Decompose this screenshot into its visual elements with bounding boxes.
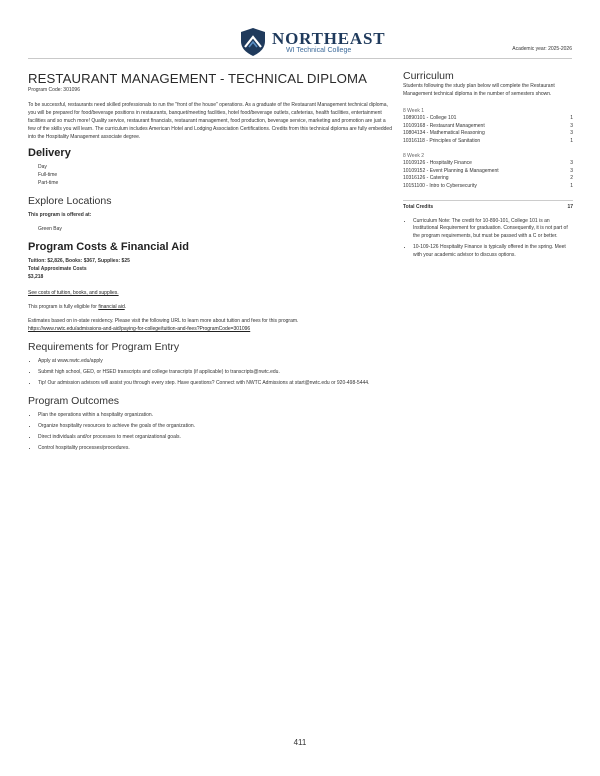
list-item: • Control hospitality processes/procedures. — [38, 444, 394, 452]
program-title: RESTAURANT MANAGEMENT - TECHNICAL DIPLOMA — [28, 71, 367, 86]
list-item: • Organize hospitality resources to achieve the goals of the organization. — [38, 422, 394, 430]
estimates-note: Estimates based on in-state residency. Please visit the following URL to learn more about tuition and fees for this program. — [28, 318, 299, 324]
list-item: • Direct individuals and/or processes to meet organizational goals. — [38, 433, 394, 441]
course-row: 10316118 - Principles of Sanitation 1 — [403, 137, 573, 144]
financial-aid-text: This program is fully eligible for financial aid. — [28, 304, 127, 310]
shield-logo-icon — [240, 28, 266, 56]
curriculum-intro: Students following the study plan below will complete the Restaurant Management technical diploma in the number of semesters shown. — [403, 83, 555, 97]
program-description: To be successful, restaurants need skilled professionals to run the "front of the house" operations. As a graduate of the Restaurant Management technical diploma, you will be prepared for food/beverage positions in restaurants, banquet/meeting facilities, hotel food/beverage outlets, cafeterias, health facilities, entertainment facilities and so much more! Quality service, restaurant financials, restaurant management, food production, beverage service, marketing and promotion are just a few of the skills you will learn. The curriculum includes American Hotel and Lodging Association Certifications. Credits from this technical diploma are fully embedded into the Hospitality Management associate degree. — [28, 102, 392, 140]
delivery-heading: Delivery — [28, 147, 71, 159]
tuition-url-link[interactable]: https://www.nwtc.edu/admissions-and-aid/paying-for-college/tuition-and-fees?ProgramCode=301096 — [28, 326, 251, 332]
curriculum-heading: Curriculum — [403, 70, 454, 82]
delivery-item: Day — [38, 164, 47, 170]
outcomes-list — [28, 411, 394, 452]
header-divider — [28, 58, 572, 59]
financial-aid-link[interactable]: financial aid — [98, 304, 125, 310]
list-item: • Apply at www.nwtc.edu/apply — [38, 357, 394, 365]
list-item: • 10-109-126 Hospitality Finance is typically offered in the spring. Meet with your academic advisor to discuss options. — [413, 244, 573, 259]
course-row: 10109126 - Hospitality Finance 3 — [403, 160, 573, 166]
list-item: • Submit high school, GED, or HSED transcripts and college transcripts (if applicable) to transcripts@nwtc.edu. — [38, 368, 394, 376]
location-item: Green Bay — [38, 226, 62, 232]
course-row: 10109152 - Event Planning & Management 3 — [403, 167, 573, 174]
course-row: 10151100 - Intro to Cybersecurity 1 — [403, 182, 573, 189]
main-column — [28, 66, 394, 455]
requirements-list — [28, 357, 394, 387]
program-code: Program Code: 301096 — [28, 87, 80, 93]
list-item: • Plan the operations within a hospitality organization. — [38, 411, 394, 419]
costs-heading: Program Costs & Financial Aid — [28, 241, 189, 253]
page-number: 411 — [293, 738, 307, 747]
course-row: 10109168 - Restaurant Management 3 — [403, 122, 573, 129]
outcomes-heading: Program Outcomes — [28, 395, 120, 407]
requirements-heading: Requirements for Program Entry — [28, 341, 180, 353]
academic-year: Academic year: 2025-2026 — [512, 46, 572, 52]
offered-at-label: This program is offered at: — [28, 212, 92, 218]
course-row: 10316126 - Catering 2 — [403, 175, 573, 181]
course-row: 10890101 - College 101 1 — [403, 115, 573, 121]
see-costs-link[interactable]: See costs of tuition, books, and supplies. — [28, 290, 119, 296]
total-costs-value: $3,218 — [28, 274, 44, 280]
list-item: • Tip! Our admission advisors will assist you through every step. Have questions? Connect with NWTC Admissions at start@nwtc.edu or 920-498-5444. — [38, 379, 394, 387]
delivery-list — [28, 163, 394, 187]
total-credits-row: Total Credits 17 — [403, 200, 573, 212]
locations-heading: Explore Locations — [28, 195, 112, 207]
logo-subtitle: WI Technical College — [286, 47, 352, 54]
delivery-item: Full-time — [38, 172, 58, 178]
tuition-breakdown: Tuition: $2,826, Books: $367, Supplies: $25 — [28, 258, 130, 264]
curriculum-column — [403, 66, 573, 263]
semester-label: 8 Week 1 — [403, 108, 425, 114]
list-item: • Curriculum Note: The credit for 10-890-101, College 101 is an Institutional Requirement for graduation. Consequently, it is not part of the program requirements, but must be passed with a C or better. — [413, 218, 573, 241]
college-logo — [240, 28, 386, 58]
delivery-item: Part-time — [38, 180, 59, 186]
course-row: 10804134 - Mathematical Reasoning 3 — [403, 130, 573, 136]
semester-label: 8 Week 2 — [403, 153, 425, 159]
total-costs-label: Total Approximate Costs — [28, 266, 87, 272]
curriculum-notes — [403, 218, 573, 260]
logo-name: NORTHEAST — [272, 29, 386, 48]
